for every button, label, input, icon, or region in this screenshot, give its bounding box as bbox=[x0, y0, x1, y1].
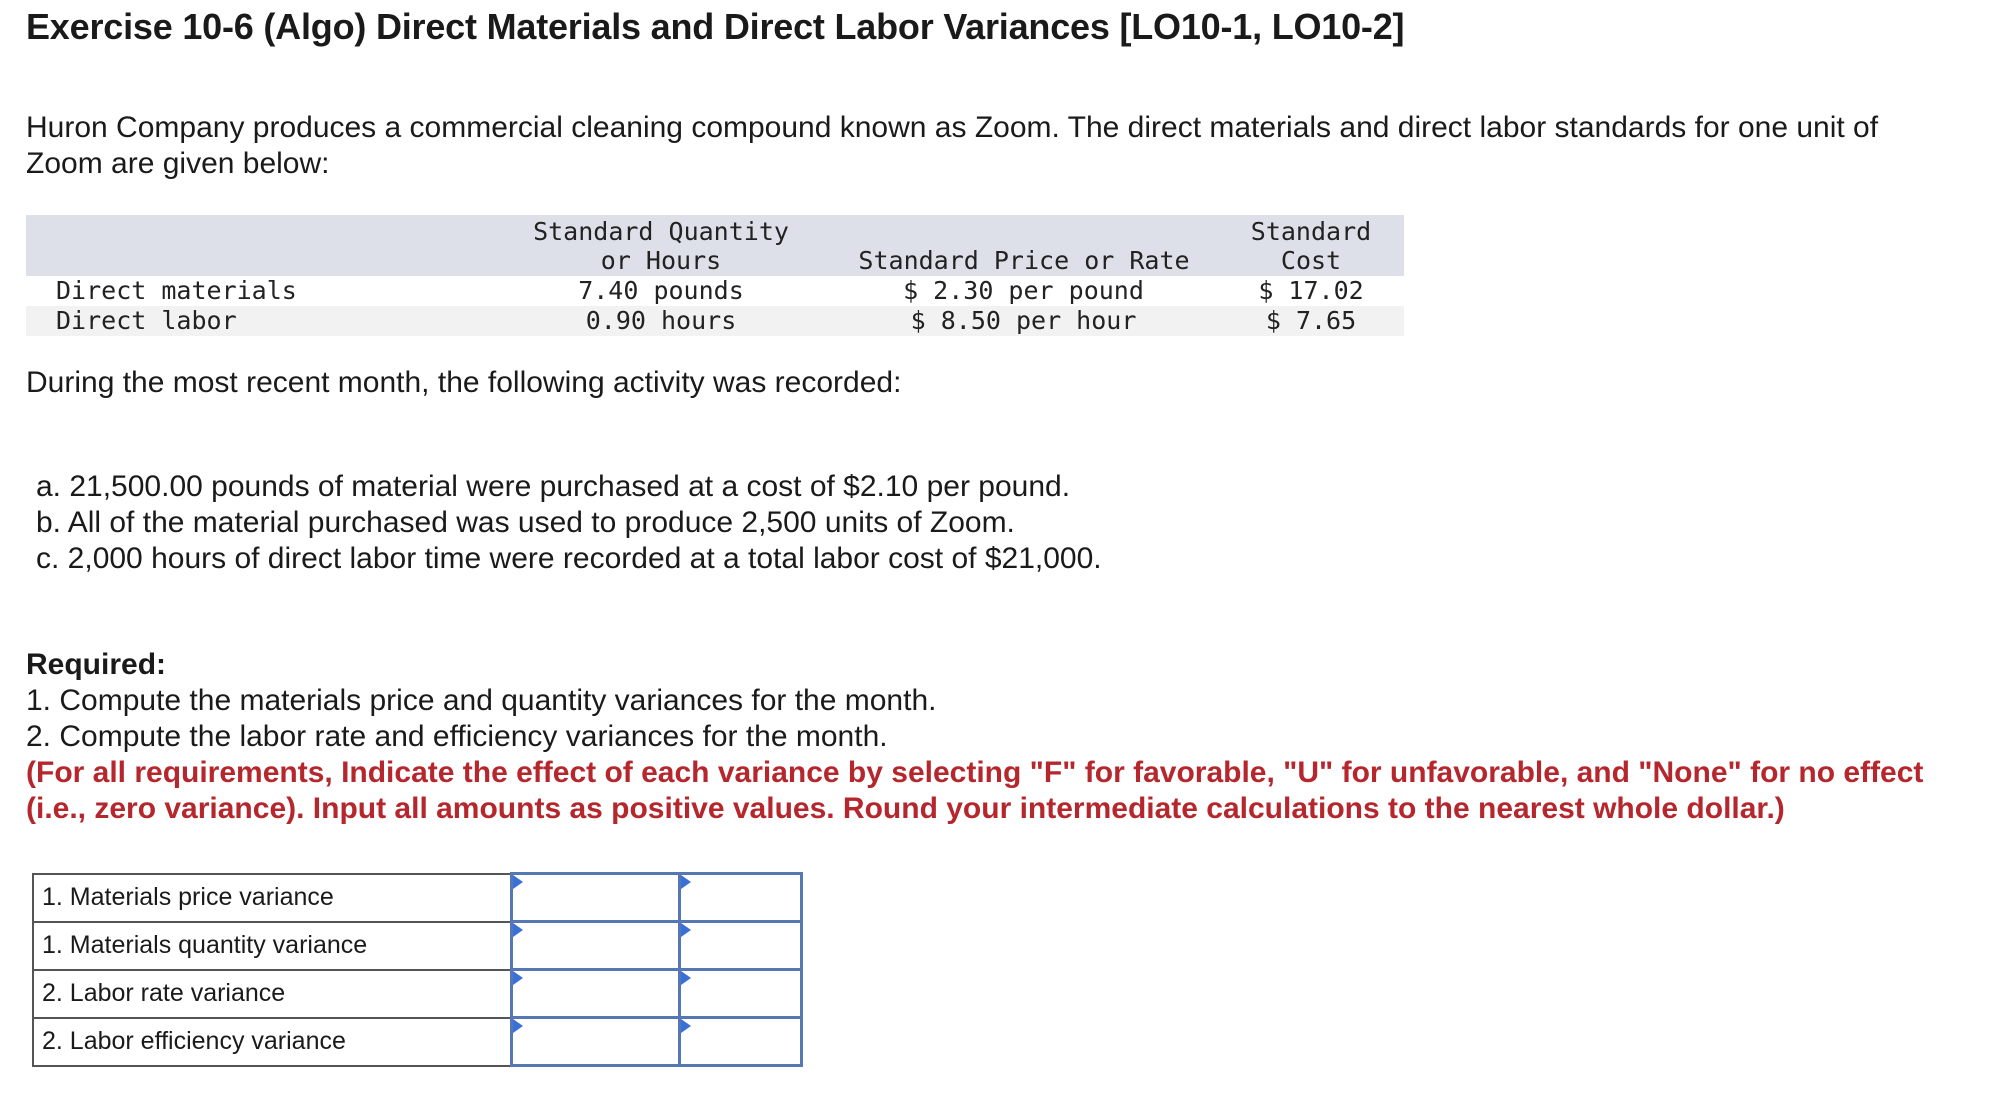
intro-paragraph: Huron Company produces a commercial cleaning compound known as Zoom. The direct materials and direct labor standards for one unit of Zoom are given below: bbox=[26, 111, 1879, 180]
header-cost: Standard Cost bbox=[1250, 217, 1372, 275]
effect-cell bbox=[679, 922, 801, 970]
page-title: Exercise 10-6 (Algo) Direct Materials and Direct Labor Variances [LO10-1, LO10-2] bbox=[26, 6, 1405, 47]
activity-item-b: b. All of the material purchased was used to produce 2,500 units of Zoom. bbox=[36, 506, 1015, 539]
row-label: Direct materials bbox=[56, 276, 297, 305]
input-marker-icon bbox=[513, 971, 523, 985]
answer-label: 1. Materials price variance bbox=[33, 874, 511, 922]
answer-row-labor-rate bbox=[33, 970, 801, 1018]
amount-cell bbox=[511, 970, 679, 1018]
input-marker-icon bbox=[513, 923, 523, 937]
row-cost: $ 17.02 bbox=[1258, 276, 1364, 305]
answer-label: 2. Labor efficiency variance bbox=[33, 1018, 511, 1066]
amount-input[interactable] bbox=[513, 875, 678, 920]
answer-row-materials-price bbox=[33, 874, 801, 922]
amount-input[interactable] bbox=[513, 971, 678, 1016]
amount-input[interactable] bbox=[513, 923, 678, 968]
effect-cell bbox=[679, 874, 801, 922]
input-marker-icon bbox=[513, 875, 523, 889]
required-heading: Required: bbox=[26, 648, 167, 681]
effect-select[interactable] bbox=[681, 875, 800, 920]
effect-select[interactable] bbox=[681, 971, 800, 1016]
required-section bbox=[26, 647, 1956, 827]
input-marker-icon bbox=[681, 923, 691, 937]
amount-input[interactable] bbox=[513, 1019, 678, 1064]
row-price: $ 8.50 per hour bbox=[910, 306, 1137, 335]
standards-row-labor bbox=[26, 306, 1404, 336]
activity-list bbox=[36, 469, 1102, 577]
row-label: Direct labor bbox=[56, 306, 237, 335]
row-price: $ 2.30 per pound bbox=[903, 276, 1144, 305]
required-item-2: 2. Compute the labor rate and efficiency variances for the month. bbox=[26, 720, 888, 753]
activity-item-c: c. 2,000 hours of direct labor time were recorded at a total labor cost of $21,000. bbox=[36, 542, 1102, 575]
required-note: (For all requirements, Indicate the effect of each variance by selecting "F" for favorable, "U" for unfavorable, and "None" for no effect (i.e., zero variance). Input all amounts as positive values. Round your intermediate calculations to the nearest whole dollar.) bbox=[26, 756, 1924, 825]
answer-row-materials-quantity bbox=[33, 922, 801, 970]
effect-cell bbox=[679, 1018, 801, 1066]
input-marker-icon bbox=[681, 875, 691, 889]
activity-intro: During the most recent month, the following activity was recorded: bbox=[26, 366, 902, 399]
input-marker-icon bbox=[681, 1019, 691, 1033]
effect-select[interactable] bbox=[681, 1019, 800, 1064]
standards-table-header bbox=[26, 215, 1404, 276]
answer-table bbox=[32, 872, 803, 1067]
answer-label: 1. Materials quantity variance bbox=[33, 922, 511, 970]
header-price: Standard Price or Rate bbox=[858, 246, 1190, 275]
standards-row-materials bbox=[26, 276, 1404, 306]
activity-item-a: a. 21,500.00 pounds of material were purchased at a cost of $2.10 per pound. bbox=[36, 470, 1071, 503]
effect-select[interactable] bbox=[681, 923, 800, 968]
amount-cell bbox=[511, 922, 679, 970]
input-marker-icon bbox=[513, 1019, 523, 1033]
standards-table bbox=[26, 215, 1404, 336]
amount-cell bbox=[511, 874, 679, 922]
row-quantity: 7.40 pounds bbox=[578, 276, 744, 305]
row-cost: $ 7.65 bbox=[1265, 306, 1357, 335]
input-marker-icon bbox=[681, 971, 691, 985]
answer-label: 2. Labor rate variance bbox=[33, 970, 511, 1018]
amount-cell bbox=[511, 1018, 679, 1066]
header-quantity: Standard Quantity or Hours bbox=[533, 217, 789, 275]
answer-row-labor-efficiency bbox=[33, 1018, 801, 1066]
required-item-1: 1. Compute the materials price and quantity variances for the month. bbox=[26, 684, 937, 717]
row-quantity: 0.90 hours bbox=[585, 306, 737, 335]
effect-cell bbox=[679, 970, 801, 1018]
